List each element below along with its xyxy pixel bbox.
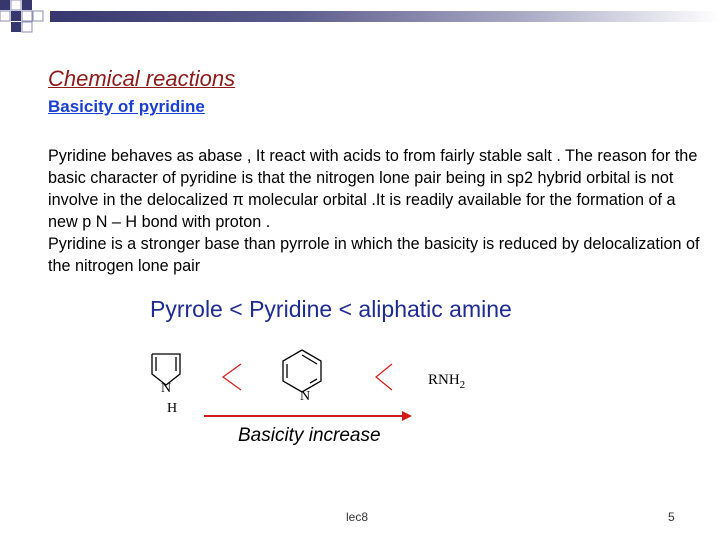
- pyridine-nitrogen-label: N: [299, 389, 311, 404]
- title-gradient-bar: [50, 11, 720, 22]
- footer-page-number: 5: [668, 510, 675, 524]
- slide-subtitle: Basicity of pyridine: [48, 97, 205, 116]
- amine-formula-subscript: 2: [459, 379, 466, 391]
- pyridine-double-bond-2: [310, 379, 317, 383]
- pyridine-structure: [283, 350, 321, 392]
- order-less-than-2: <: [338, 296, 353, 322]
- basicity-arrow: [204, 411, 412, 421]
- amine-formula: [428, 372, 465, 391]
- paragraph-lone-pair: Pyridine behaves as abase , It react with acids to from fairly stable salt . The reason for the basic character of pyridine is that the nitrogen lone pair being in sp2 hybrid orbital is not involve in the delocalized π molecular orbital .It is readily available for the formation of a new p N – H bond with proton .: [48, 147, 698, 231]
- order-pyrrole: Pyrrole: [150, 296, 223, 322]
- footer-lecture-label: lec8: [346, 510, 369, 524]
- less-than-mark-2: [376, 364, 392, 390]
- structure-diagram: [140, 340, 580, 430]
- basicity-order: [150, 296, 512, 323]
- order-aliphatic-amine: aliphatic amine: [358, 296, 512, 322]
- body-text: [48, 145, 708, 277]
- basicity-increase-label: Basicity increase: [238, 425, 381, 446]
- slide-title: Chemical reactions: [48, 66, 236, 91]
- pyridine-ring-bonds: [283, 350, 321, 392]
- order-less-than-1: <: [229, 296, 243, 322]
- pyridine-double-bond-1: [302, 355, 317, 364]
- less-than-mark-1: [223, 364, 241, 390]
- amine-formula-main: RNH: [428, 372, 460, 388]
- order-pyridine: Pyridine: [249, 296, 333, 322]
- pyrrole-hydrogen-label: H: [166, 401, 178, 416]
- paragraph-comparison: Pyridine is a stronger base than pyrrole in which the basicity is reduced by delocalization of the nitrogen lone pair: [48, 235, 700, 275]
- pyrrole-nitrogen-label: N: [160, 381, 172, 396]
